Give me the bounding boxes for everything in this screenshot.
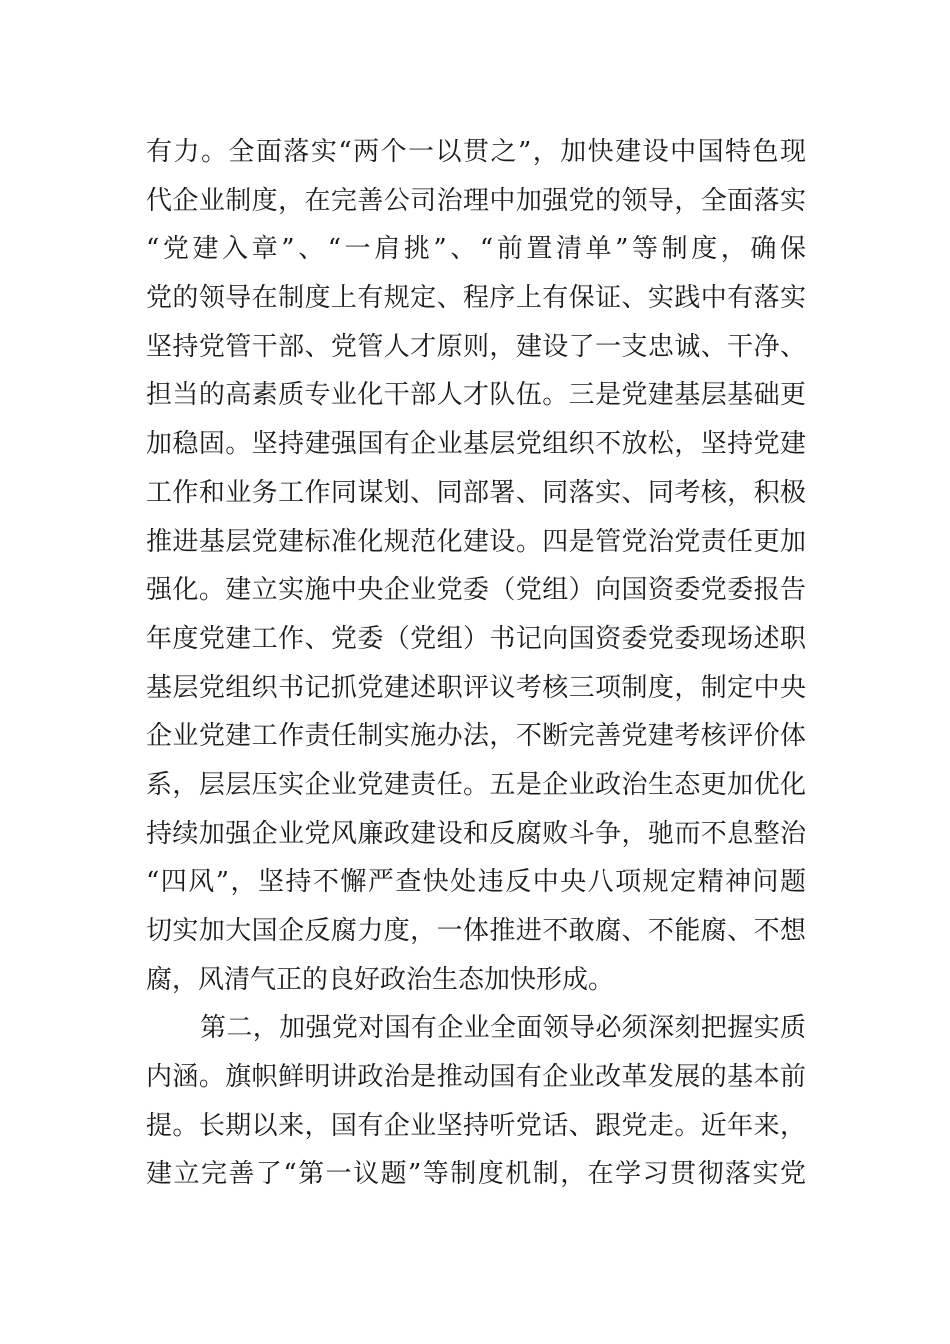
text-line: 企业党建工作责任制实施办法，不断完善党建考核评价体 xyxy=(146,721,806,752)
text-line: 建立完善了“第一议题”等制度机制，在学习贯彻落实党 xyxy=(146,1159,806,1190)
text-line: 基层党组织书记抓党建述职评议考核三项制度，制定中央 xyxy=(146,672,806,703)
text-line: 持续加强企业党风廉政建设和反腐败斗争，驰而不息整治 xyxy=(146,818,806,849)
paragraph-start-line: 第二，加强党对国有企业全面领导必须深刻把握实质 xyxy=(200,1013,806,1044)
body-text xyxy=(146,128,806,1199)
text-line: 工作和业务工作同谋划、同部署、同落实、同考核，积极 xyxy=(146,477,806,508)
text-line: 加稳固。坚持建强国有企业基层党组织不放松，坚持党建 xyxy=(146,429,806,460)
text-line: “四风”，坚持不懈严查快处违反中央八项规定精神问题 xyxy=(146,867,806,898)
text-line: 年度党建工作、党委（党组）书记向国资委党委现场述职 xyxy=(146,623,806,654)
text-line: 担当的高素质专业化干部人才队伍。三是党建基层基础更 xyxy=(146,380,806,411)
text-line: 切实加大国企反腐力度，一体推进不敢腐、不能腐、不想 xyxy=(146,916,806,946)
text-line: “党建入章”、“一肩挑”、“前置清单”等制度，确保 xyxy=(146,234,806,265)
text-line: 内涵。旗帜鲜明讲政治是推动国有企业改革发展的基本前 xyxy=(146,1062,806,1093)
text-line: 坚持党管干部、党管人才原则，建设了一支忠诚、干净、 xyxy=(146,331,806,362)
text-line: 系，层层压实企业党建责任。五是企业政治生态更加优化 xyxy=(146,769,806,800)
text-line: 强化。建立实施中央企业党委（党组）向国资委党委报告 xyxy=(146,575,806,606)
text-line: 腐，风清气正的良好政治生态加快形成。 xyxy=(146,964,615,995)
text-line: 推进基层党建标准化规范化建设。四是管党治党责任更加 xyxy=(146,526,806,557)
text-line: 有力。全面落实“两个一以贯之”，加快建设中国特色现 xyxy=(146,137,806,167)
text-line: 提。长期以来，国有企业坚持听党话、跟党走。近年来， xyxy=(146,1110,806,1141)
text-line: 党的领导在制度上有规定、程序上有保证、实践中有落实 xyxy=(146,283,806,314)
text-line: 代企业制度，在完善公司治理中加强党的领导，全面落实 xyxy=(146,185,806,216)
